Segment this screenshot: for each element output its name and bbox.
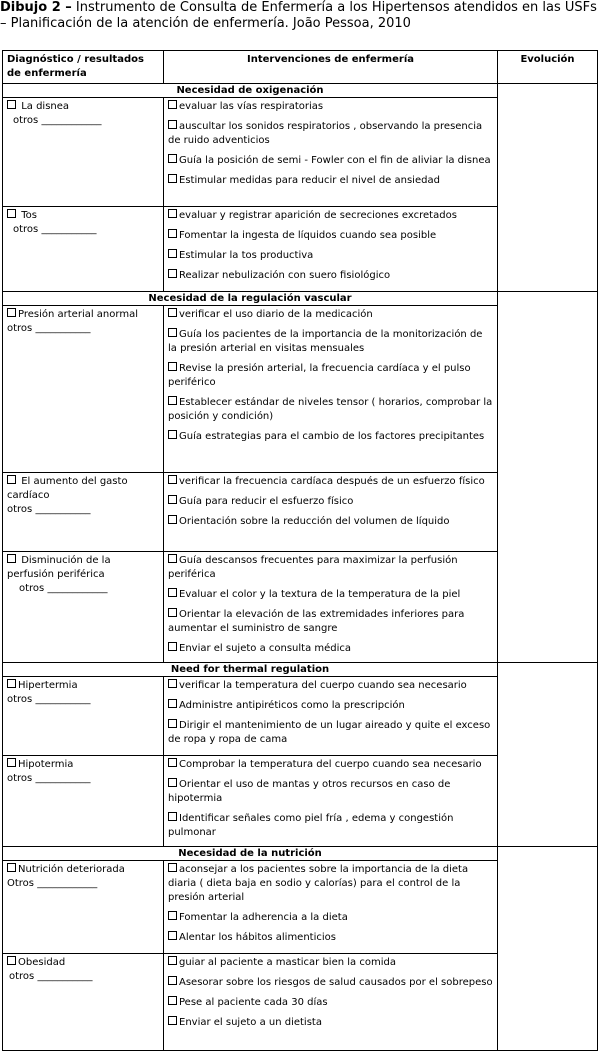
- intervention-item: aconsejar a los pacientes sobre la importancia de la dieta diaria ( dieta baja en sodio y calorías) para el control de la presión arterial: [168, 864, 469, 903]
- checkbox-icon[interactable]: [168, 475, 177, 484]
- intervention-item: Dirigir el mantenimiento de un lugar aireado y quite el exceso de ropa y ropa de cama: [168, 720, 491, 745]
- checkbox-icon[interactable]: [168, 362, 177, 371]
- intervention-item: Administre antipiréticos como la prescripción: [168, 699, 493, 713]
- checkbox-icon[interactable]: [168, 608, 177, 617]
- checkbox-icon[interactable]: [168, 328, 177, 337]
- intervention-item: Realizar nebulización con suero fisiológico: [168, 269, 493, 283]
- checkbox-icon[interactable]: [168, 931, 177, 940]
- diag-item-nutricion: Nutrición deteriorada: [7, 863, 159, 877]
- section-row: [3, 847, 598, 861]
- header-evolucion: Evolución: [498, 51, 598, 84]
- checkbox-icon[interactable]: [168, 863, 177, 872]
- table-header-row: [3, 51, 598, 84]
- intervention-item: Establecer estándar de niveles tensor ( horarios, comprobar la posición y condición): [168, 397, 493, 422]
- diag-item-perfusion: Disminución de la perfusión periférica: [7, 555, 111, 580]
- checkbox-icon[interactable]: [168, 719, 177, 728]
- intervention-item: guiar al paciente a masticar bien la comida: [168, 956, 493, 970]
- intervention-item: Identificar señales como piel fría , edema y congestión pulmonar: [168, 813, 454, 838]
- diag-item-gasto: El aumento del gasto cardíaco: [7, 476, 128, 501]
- intervention-item: Guía descansos frecuentes para maximizar la perfusión periférica: [168, 555, 458, 580]
- otros-field[interactable]: otros ___________: [9, 971, 93, 982]
- intervention-item: Comprobar la temperatura del cuerpo cuando sea necesario: [168, 758, 493, 772]
- checkbox-icon[interactable]: [7, 209, 16, 218]
- caption-label: Dibujo 2 –: [0, 0, 72, 15]
- intervention-item: Orientación sobre la reducción del volumen de líquido: [168, 515, 493, 529]
- checkbox-icon[interactable]: [168, 209, 177, 218]
- diag-item-hipertermia: Hipertermia: [7, 679, 159, 693]
- intervention-item: Estimular medidas para reducir el nivel de ansiedad: [168, 174, 493, 188]
- checkbox-icon[interactable]: [168, 758, 177, 767]
- intervention-item: evaluar y registrar aparición de secreciones excretados: [168, 209, 493, 223]
- intervention-item: Guía la posición de semi - Fowler con el fin de aliviar la disnea: [168, 154, 493, 168]
- checkbox-icon[interactable]: [168, 154, 177, 163]
- checkbox-icon[interactable]: [168, 679, 177, 688]
- checkbox-icon[interactable]: [168, 249, 177, 258]
- header-diagnostico: Diagnóstico / resultados de enfermería: [3, 51, 164, 84]
- otros-field[interactable]: otros ___________: [7, 773, 91, 784]
- intervention-item: verificar el uso diario de la medicación: [168, 308, 493, 322]
- evolucion-cell: [498, 663, 598, 847]
- intervention-item: evaluar las vías respiratorias: [168, 100, 493, 114]
- otros-field[interactable]: otros ___________: [13, 224, 97, 235]
- intervention-item: Pese al paciente cada 30 días: [168, 996, 493, 1010]
- checkbox-icon[interactable]: [7, 308, 16, 317]
- checkbox-icon[interactable]: [168, 956, 177, 965]
- section-thermal: Need for thermal regulation: [3, 663, 498, 677]
- intervention-item: Evaluar el color y la textura de la temperatura de la piel: [168, 588, 493, 602]
- checkbox-icon[interactable]: [168, 430, 177, 439]
- intervention-item: Alentar los hábitos alimenticios: [168, 931, 493, 945]
- checkbox-icon[interactable]: [168, 515, 177, 524]
- section-oxigenacion: Necesidad de oxigenación: [3, 84, 498, 98]
- checkbox-icon[interactable]: [168, 996, 177, 1005]
- checkbox-icon[interactable]: [168, 269, 177, 278]
- checkbox-icon[interactable]: [168, 174, 177, 183]
- intervention-item: Guía los pacientes de la importancia de la monitorización de la presión arterial en visitas mensuales: [168, 329, 483, 354]
- checkbox-icon[interactable]: [168, 554, 177, 563]
- otros-field[interactable]: otros ____________: [13, 115, 102, 126]
- checkbox-icon[interactable]: [168, 699, 177, 708]
- checkbox-icon[interactable]: [168, 120, 177, 129]
- checkbox-icon[interactable]: [7, 475, 16, 484]
- checkbox-icon[interactable]: [168, 812, 177, 821]
- intervention-item: verificar la temperatura del cuerpo cuando sea necesario: [168, 679, 493, 693]
- intervention-item: Guía para reducir el esfuerzo físico: [168, 495, 493, 509]
- section-vascular: Necesidad de la regulación vascular: [3, 292, 498, 306]
- checkbox-icon[interactable]: [168, 778, 177, 787]
- intervention-item: Fomentar la ingesta de líquidos cuando sea posible: [168, 229, 493, 243]
- caption-text: Instrumento de Consulta de Enfermería a los Hipertensos atendidos en las USFs – Planificación de la atención de enfermería. João Pessoa, 2010: [0, 0, 597, 31]
- otros-field[interactable]: otros ____________: [19, 583, 108, 594]
- intervention-item: Asesorar sobre los riesgos de salud causados por el sobrepeso: [168, 976, 493, 990]
- evolucion-cell: [498, 292, 598, 663]
- checkbox-icon[interactable]: [7, 100, 16, 109]
- intervention-item: Orientar el uso de mantas y otros recursos en caso de hipotermia: [168, 779, 451, 804]
- diag-item-disnea: La disnea: [7, 100, 159, 114]
- diag-item-hipotermia: Hipotermia: [7, 758, 159, 772]
- intervention-item: Orientar la elevación de las extremidades inferiores para aumentar el suministro de sangre: [168, 609, 465, 634]
- checkbox-icon[interactable]: [168, 229, 177, 238]
- checkbox-icon[interactable]: [168, 308, 177, 317]
- diag-item-presion: Presión arterial anormal: [7, 308, 159, 322]
- diag-item-tos: Tos: [7, 209, 159, 223]
- nursing-care-table: [2, 50, 598, 1051]
- intervention-item: Estimular la tos productiva: [168, 249, 493, 263]
- section-row: [3, 84, 598, 98]
- intervention-item: auscultar los sonidos respiratorios , observando la presencia de ruido adventicios: [168, 121, 483, 146]
- intervention-item: Fomentar la adherencia a la dieta: [168, 911, 493, 925]
- figure-caption: [0, 0, 600, 32]
- checkbox-icon[interactable]: [168, 495, 177, 504]
- otros-field[interactable]: otros ___________: [7, 323, 91, 334]
- evolucion-cell: [498, 84, 598, 292]
- checkbox-icon[interactable]: [7, 956, 16, 965]
- evolucion-cell: [498, 847, 598, 1051]
- checkbox-icon[interactable]: [7, 758, 16, 767]
- checkbox-icon[interactable]: [168, 100, 177, 109]
- otros-field[interactable]: otros ___________: [7, 504, 91, 515]
- checkbox-icon[interactable]: [168, 911, 177, 920]
- otros-field[interactable]: otros ___________: [7, 694, 91, 705]
- checkbox-icon[interactable]: [7, 554, 16, 563]
- section-row: [3, 663, 598, 677]
- checkbox-icon[interactable]: [168, 396, 177, 405]
- checkbox-icon[interactable]: [168, 1016, 177, 1025]
- otros-field[interactable]: Otros ____________: [7, 878, 98, 889]
- intervention-item: Enviar el sujeto a un dietista: [168, 1016, 493, 1030]
- intervention-item: Enviar el sujeto a consulta médica: [168, 642, 493, 656]
- intervention-item: verificar la frecuencia cardíaca después de un esfuerzo físico: [168, 475, 493, 489]
- diag-item-obesidad: Obesidad: [7, 956, 159, 970]
- section-row: [3, 292, 598, 306]
- intervention-item: Guía estrategias para el cambio de los factores precipitantes: [168, 430, 493, 444]
- section-nutricion: Necesidad de la nutrición: [3, 847, 498, 861]
- checkbox-icon[interactable]: [7, 679, 16, 688]
- checkbox-icon[interactable]: [168, 642, 177, 651]
- checkbox-icon[interactable]: [168, 976, 177, 985]
- checkbox-icon[interactable]: [7, 863, 16, 872]
- intervention-item: Revise la presión arterial, la frecuencia cardíaca y el pulso periférico: [168, 363, 471, 388]
- header-intervenciones: Intervenciones de enfermería: [164, 51, 498, 84]
- checkbox-icon[interactable]: [168, 588, 177, 597]
